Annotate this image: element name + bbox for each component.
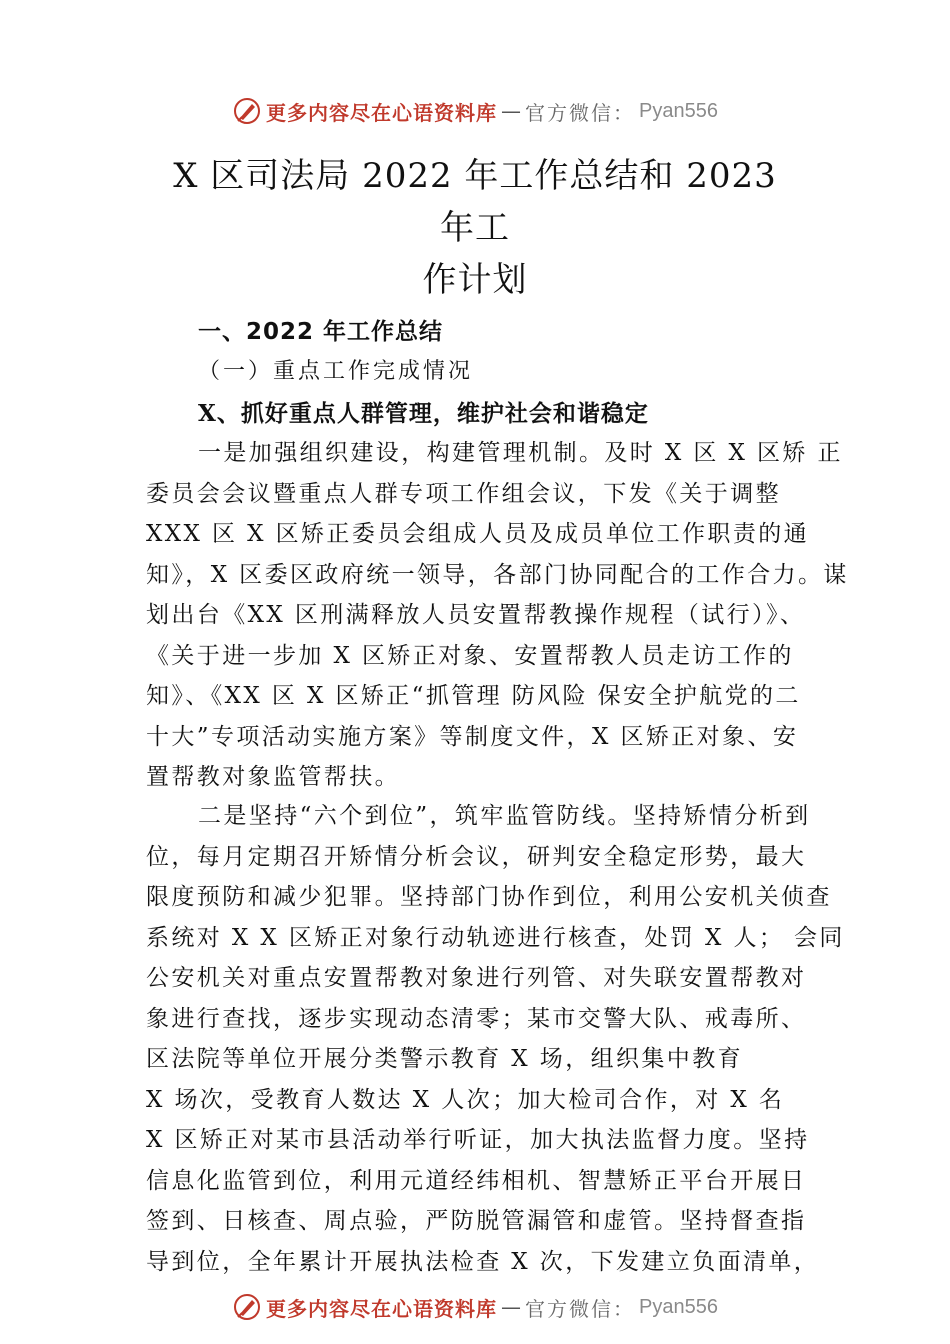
paragraph-line: 委员会会议暨重点人群专项工作组会议，下发《关于调整 <box>146 480 781 507</box>
paragraph-line: 限度预防和减少犯罪。坚持部门协作到位，利用公安机关侦查 <box>146 884 832 910</box>
watermark-footer <box>0 1292 950 1322</box>
paragraph-line: X 场次，受教育人数达 X 人次；加大检司合作，对 X 名 <box>146 1086 785 1113</box>
paragraph-line: 一是加强组织建设，构建管理机制。及时 X 区 X 区矫 正 <box>198 440 843 466</box>
paragraph-line: 知》、《XX 区 X 区矫正“抓管理 防风险 保安全护航党的二 <box>146 683 801 709</box>
document-title <box>150 150 800 306</box>
watermark-brand: 更多内容尽在心语资料库 <box>266 1296 498 1321</box>
quill-pen-circle-icon <box>232 1292 262 1322</box>
paragraph-line: X 区矫正对某市县活动举行听证，加大执法监督力度。坚持 <box>146 1127 810 1153</box>
quill-pen-circle-icon <box>232 96 262 126</box>
paragraph-1 <box>146 433 849 798</box>
watermark-label: 官方微信： <box>525 100 636 125</box>
section-heading: 一、2022 年工作总结 <box>198 319 444 345</box>
paragraph-2 <box>146 796 845 1282</box>
paragraph-line: 十大”专项活动实施方案》等制度文件，X 区矫正对象、安 <box>146 723 799 750</box>
paragraph-line: 系统对 X X 区矫正对象行动轨迹进行核查，处罚 X 人； 会同 <box>146 924 845 951</box>
paragraph-line: 信息化监管到位，利用元道经纬相机、智慧矫正平台开展日 <box>146 1167 807 1194</box>
paragraph-line: 《关于进一步加 X 区矫正对象、安置帮教人员走访工作的 <box>146 642 794 669</box>
paragraph-line: 象进行查找，逐步实现动态清零；某市交警大队、戒毒所、 <box>146 1005 807 1032</box>
title-line-1: X 区司法局 2022 年工作总结和 2023 年工 <box>173 156 777 248</box>
topic-heading: X、抓好重点人群管理，维护社会和谐稳定 <box>198 400 649 427</box>
title-line-2: 作计划 <box>422 260 528 300</box>
watermark-brand: 更多内容尽在心语资料库 <box>266 100 498 125</box>
paragraph-line: 置帮教对象监管帮扶。 <box>146 764 400 790</box>
subsection-heading: （一）重点工作完成情况 <box>198 359 474 384</box>
paragraph-line: 导到位，全年累计开展执法检查 X 次，下发建立负面清单， <box>146 1248 820 1275</box>
paragraph-line: 划出台《XX 区刑满释放人员安置帮教操作规程（试行）》、 <box>146 602 806 628</box>
paragraph-line: 区法院等单位开展分类警示教育 X 场，组织集中教育 <box>146 1046 743 1072</box>
watermark-wechat-id: Pyan556 <box>639 1295 718 1318</box>
paragraph-line: XXX 区 X 区矫正委员会组成人员及成员单位工作职责的通 <box>146 521 810 547</box>
watermark-separator: — <box>501 99 522 123</box>
paragraph-line: 签到、日核查、周点验，严防脱管漏管和虚管。坚持督查指 <box>146 1208 807 1234</box>
paragraph-line: 位，每月定期召开矫情分析会议，研判安全稳定形势，最大 <box>146 843 807 870</box>
watermark-header <box>0 96 950 126</box>
paragraph-line: 公安机关对重点安置帮教对象进行列管、对失联安置帮教对 <box>146 965 807 991</box>
watermark-label: 官方微信： <box>525 1296 636 1321</box>
paragraph-line: 二是坚持“六个到位”，筑牢监管防线。坚持矫情分析到 <box>198 803 811 829</box>
watermark-wechat-id: Pyan556 <box>639 99 718 122</box>
paragraph-line: 知》，X 区委区政府统一领导，各部门协同配合的工作合力。谋 <box>146 561 849 588</box>
watermark-separator: — <box>501 1295 522 1319</box>
